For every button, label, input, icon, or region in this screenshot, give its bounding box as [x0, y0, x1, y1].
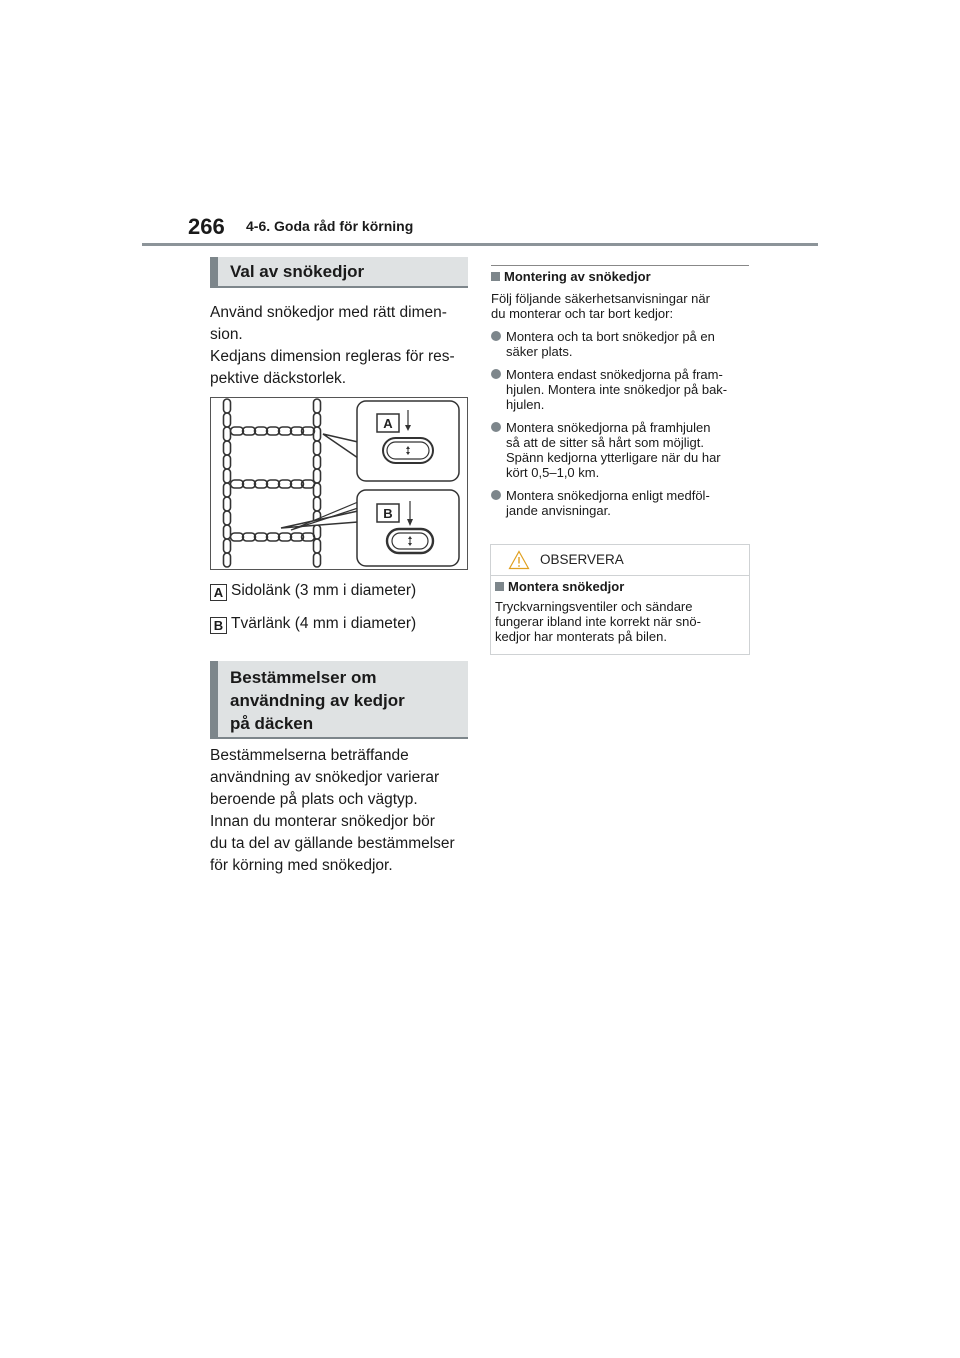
text-line: jande anvisningar. [506, 503, 611, 518]
section-heading-regulations [210, 661, 468, 739]
text-line: Montera snökedjorna enligt medföl- [506, 488, 710, 503]
text-line: Tryckvarningsventiler och sändare [495, 599, 693, 614]
text-line: Montera endast snökedjorna på fram- [506, 367, 723, 382]
mounting-intro [491, 291, 751, 321]
header-rule [142, 243, 818, 246]
running-head: 4-6. Goda råd för körning [246, 218, 414, 234]
heading-line: på däcken [230, 714, 314, 733]
square-bullet-icon [495, 582, 504, 591]
callout-a-pointer [323, 434, 358, 458]
mounting-heading [491, 269, 651, 284]
text-line: du monterar och tar bort kedjor: [491, 306, 674, 321]
notice-box [490, 544, 750, 655]
list-item [491, 329, 753, 359]
callout-b-letter: B [383, 506, 393, 521]
list-item [491, 367, 753, 412]
text-line: Spänn kedjorna ytterligare när du har [506, 450, 721, 465]
section-heading-chains: Val av snökedjor [210, 257, 468, 288]
notice-text [495, 599, 745, 644]
regulations-paragraph [210, 745, 470, 877]
bullet-dot-icon [491, 331, 501, 341]
notice-heading-text: Montera snökedjor [508, 579, 625, 594]
callout-a-letter: A [383, 416, 393, 431]
mounting-heading-text: Montering av snökedjor [504, 269, 651, 284]
text-line: du ta del av gällande bestämmelser [210, 835, 455, 852]
square-bullet-icon [491, 272, 500, 281]
chains-paragraph [210, 302, 470, 390]
text-line: hjulen. [506, 397, 545, 412]
notice-title: OBSERVERA [540, 552, 624, 567]
text-line: fungerar ibland inte korrekt när snö- [495, 614, 701, 629]
text-line: användning av snökedjor varierar [210, 769, 440, 786]
bullet-dot-icon [491, 369, 501, 379]
list-item [491, 420, 753, 480]
bullet-dot-icon [491, 490, 501, 500]
page-number: 266 [188, 214, 225, 239]
legend-key-a: A [210, 584, 227, 601]
text-line: Montera och ta bort snökedjor på en [506, 329, 715, 344]
text-line: kört 0,5–1,0 km. [506, 465, 600, 480]
heading-line: användning av kedjor [230, 691, 405, 710]
text-line: pektive däckstorlek. [210, 370, 347, 387]
text-line: så att de sitter så hårt som möjligt. [506, 435, 704, 450]
notice-header [491, 545, 749, 576]
right-column-rule [491, 265, 749, 266]
text-line: Kedjans dimension regleras för res- [210, 348, 455, 365]
callout-b-pointer [281, 511, 358, 528]
text-line: kedjor har monterats på bilen. [495, 629, 667, 644]
snow-chain-illustration [211, 398, 467, 569]
text-line: Bestämmelserna beträffande [210, 747, 409, 764]
list-item [491, 488, 753, 518]
cross-chain-2 [231, 480, 315, 488]
warning-triangle-icon [508, 550, 530, 570]
snow-chain-figure [210, 397, 468, 570]
heading-line: Bestämmelser om [230, 668, 377, 687]
cross-chain-3 [231, 533, 315, 541]
text-line: beroende på plats och vägtyp. [210, 791, 418, 808]
notice-body [491, 576, 749, 644]
text-line: hjulen. Montera inte snökedjor på bak- [506, 382, 728, 397]
text-line: Följ följande säkerhetsanvisningar när [491, 291, 710, 306]
legend-text-a: Sidolänk (3 mm i diameter) [231, 582, 417, 599]
text-line: för körning med snökedjor. [210, 857, 393, 874]
side-chain-left [224, 399, 231, 567]
text-line: Innan du monterar snökedjor bör [210, 813, 435, 830]
legend-item-a [210, 582, 416, 601]
notice-heading [495, 579, 749, 594]
text-line: Montera snökedjorna på framhjulen [506, 420, 711, 435]
legend-text-b: Tvärlänk (4 mm i diameter) [231, 615, 417, 632]
legend-item-b [210, 615, 416, 634]
legend-key-b: B [210, 617, 227, 634]
bullet-dot-icon [491, 422, 501, 432]
cross-chain-1 [231, 427, 315, 435]
text-line: säker plats. [506, 344, 573, 359]
mounting-bullet-list [491, 329, 753, 526]
text-line: Använd snökedjor med rätt dimen- [210, 304, 447, 321]
text-line: sion. [210, 326, 243, 343]
